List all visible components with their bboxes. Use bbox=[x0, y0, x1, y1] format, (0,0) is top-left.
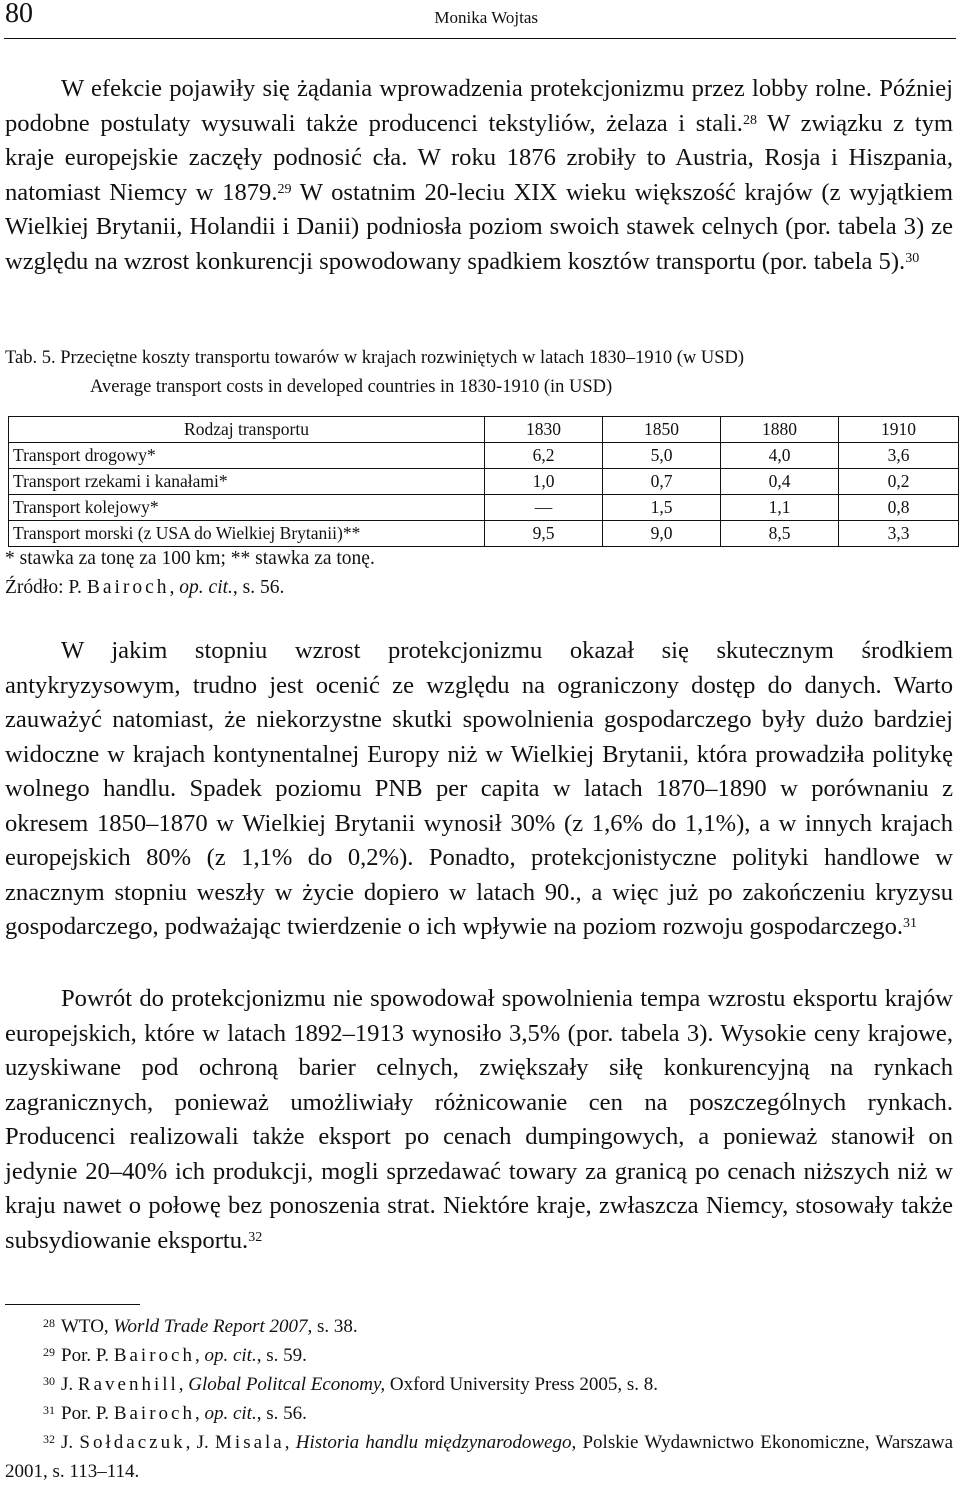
footnote-30: $^{30}$ J. Ravenhill, Global Politcal Economy, Oxford University Press 2005, s. 8. bbox=[43, 1374, 658, 1395]
table-row bbox=[9, 495, 959, 521]
paragraph-3 bbox=[5, 982, 953, 1258]
paragraph-2-text: W jakim stopniu wzrost protekcjonizmu okazał się skutecznym środkiem antykryzysowym, trudno jest ocenić ze względu na ograniczony dostęp do danych. Warto zauważyć natomiast, że niekorzystne skutki spowolnienia gospodarczego były dużo bardziej widoczne w krajach kontynentalnej Europy niż w Wielkiej Brytanii, która prowadziła politykę wolnego handlu. Spadek poziomu PNB per capita w latach 1870–1890 w porównaniu z okresem 1850–1870 w Wielkiej Brytanii wynosił 30% (z 1,6% do 1,1%), a w innych krajach europejskich 80% (z 1,1% do 0,2%). Ponadto, protekcjonistyczne polityki handlowe w znacznym stopniu weszły w życie dopiero w latach 90., a więc już po zakończeniu kryzysu gospodarczego, podważając twierdzenie o ich wpływie na poziom rozwoju gospodarczego. bbox=[5, 637, 953, 940]
table-row bbox=[9, 521, 959, 547]
table-cell-label: Transport drogowy* bbox=[9, 443, 485, 469]
table-cell: 0,4 bbox=[721, 469, 839, 495]
table-cell: 5,0 bbox=[603, 443, 721, 469]
table-row bbox=[9, 443, 959, 469]
footnote-29: $^{29}$ Por. P. Bairoch, op. cit., s. 59. bbox=[43, 1345, 307, 1366]
table-cell: 1,5 bbox=[603, 495, 721, 521]
table-cell: 9,0 bbox=[603, 521, 721, 547]
table-caption bbox=[5, 344, 960, 402]
page-header bbox=[0, 0, 960, 40]
table-cell-label: Transport morski (z USA do Wielkiej Brytanii)** bbox=[9, 521, 485, 547]
table-note: * stawka za tonę za 100 km; ** stawka za tonę. bbox=[5, 548, 375, 569]
footnote-ref-28[interactable]: 28 bbox=[742, 112, 757, 128]
table-cell: 4,0 bbox=[721, 443, 839, 469]
header-rule bbox=[4, 38, 956, 39]
table-cell: 1,1 bbox=[721, 495, 839, 521]
table-header-cell: 1850 bbox=[603, 417, 721, 443]
paragraph-1 bbox=[5, 72, 953, 279]
footnote-32: $^{32}$ J. Sołdaczuk, J. Misala, Historia handlu międzynarodowego, Polskie Wydawnictwo Ekonomiczne, Warszawa 2001, s. 113–114. bbox=[5, 1432, 953, 1482]
footnote-31: $^{31}$ Por. P. Bairoch, op. cit., s. 56. bbox=[43, 1403, 307, 1424]
table-cell: 8,5 bbox=[721, 521, 839, 547]
table-header-cell: Rodzaj transportu bbox=[9, 417, 485, 443]
paragraph-1-text-b: W związku z tym kraje europejskie zaczęły podnosić cła. W roku 1876 zrobiły to Austria, Rosja i Hiszpania, natomiast Niemcy w 1879. bbox=[5, 109, 954, 206]
table-cell: — bbox=[485, 495, 603, 521]
table-header-cell: 1910 bbox=[839, 417, 959, 443]
table-cell: 3,6 bbox=[839, 443, 959, 469]
footnote-ref-31[interactable]: 31 bbox=[903, 916, 918, 931]
table-caption-en: Average transport costs in developed countries in 1830-1910 (in USD) bbox=[90, 377, 613, 397]
table-cell: 0,2 bbox=[839, 469, 959, 495]
table-cell: 0,8 bbox=[839, 495, 959, 521]
table-notes bbox=[5, 544, 375, 602]
footnote-28: $^{28}$ WTO, World Trade Report 2007, s. 38. bbox=[43, 1316, 358, 1337]
table-cell: 0,7 bbox=[603, 469, 721, 495]
source-opcit: op. cit. bbox=[179, 577, 233, 598]
paragraph-1-text-a: W efekcie pojawiły się żądania wprowadzenia protekcjonizmu przez lobby rolne. Później podobne postulaty wysuwali także producenci tekstyliów, żelaza i stali. bbox=[5, 75, 953, 137]
page-number: 80 bbox=[5, 0, 33, 29]
table-header-row bbox=[9, 417, 959, 443]
table-cell: 1,0 bbox=[485, 469, 603, 495]
table-cell-label: Transport kolejowy* bbox=[9, 495, 485, 521]
footnote-ref-32[interactable]: 32 bbox=[248, 1229, 263, 1245]
footnote-ref-29[interactable]: 29 bbox=[277, 181, 292, 197]
table-caption-pl: Tab. 5. Przeciętne koszty transportu towarów w krajach rozwiniętych w latach 1830–1910 (w USD) bbox=[5, 348, 745, 368]
table-cell: 3,3 bbox=[839, 521, 959, 547]
transport-costs-table bbox=[8, 416, 959, 547]
running-author: Monika Wojtas bbox=[434, 8, 538, 27]
table-header-cell: 1880 bbox=[721, 417, 839, 443]
table-cell: 9,5 bbox=[485, 521, 603, 547]
footnote-rule bbox=[5, 1304, 140, 1305]
source-author: Bairoch bbox=[86, 577, 170, 598]
footnote-ref-30[interactable]: 30 bbox=[905, 250, 920, 266]
footnotes bbox=[5, 1312, 953, 1486]
paragraph-2 bbox=[5, 634, 953, 945]
table-cell: 6,2 bbox=[485, 443, 603, 469]
table-source: Źródło: P. Bairoch, op. cit., s. 56. bbox=[5, 577, 285, 598]
table-row bbox=[9, 469, 959, 495]
paragraph-1-text-c: W ostatnim 20-leciu XIX wieku większość krajów (z wyjątkiem Wielkiej Brytanii, Holandii i Danii) podniosła poziom swoich stawek celnych (por. tabela 3) ze względu na wzrost konkurencji spowodowany spadkiem kosztów transportu (por. tabela 5). bbox=[5, 178, 953, 275]
table-cell-label: Transport rzekami i kanałami* bbox=[9, 469, 485, 495]
paragraph-3-text: Powrót do protekcjonizmu nie spowodował spowolnienia tempa wzrostu eksportu krajów europejskich, które w latach 1892–1913 wynosiło 3,5% (por. tabela 3). Wysokie ceny krajowe, uzyskiwane pod ochroną barier celnych, zwiększały siłę konkurencyjną na rynkach zagranicznych, ponieważ umożliwiały różnicowanie cen na poszczególnych rynkach. Producenci realizowali także eksport po cenach dumpingowych, a ponieważ stanowił on jedynie 20–40% ich produkcji, mogli sprzedawać towary za granicą po cenach niższych niż w kraju nawet o połowę bez ponoszenia strat. Niektóre kraje, zwłaszcza Niemcy, stosowały także subsydiowanie eksportu. bbox=[5, 985, 953, 1254]
table-header-cell: 1830 bbox=[485, 417, 603, 443]
